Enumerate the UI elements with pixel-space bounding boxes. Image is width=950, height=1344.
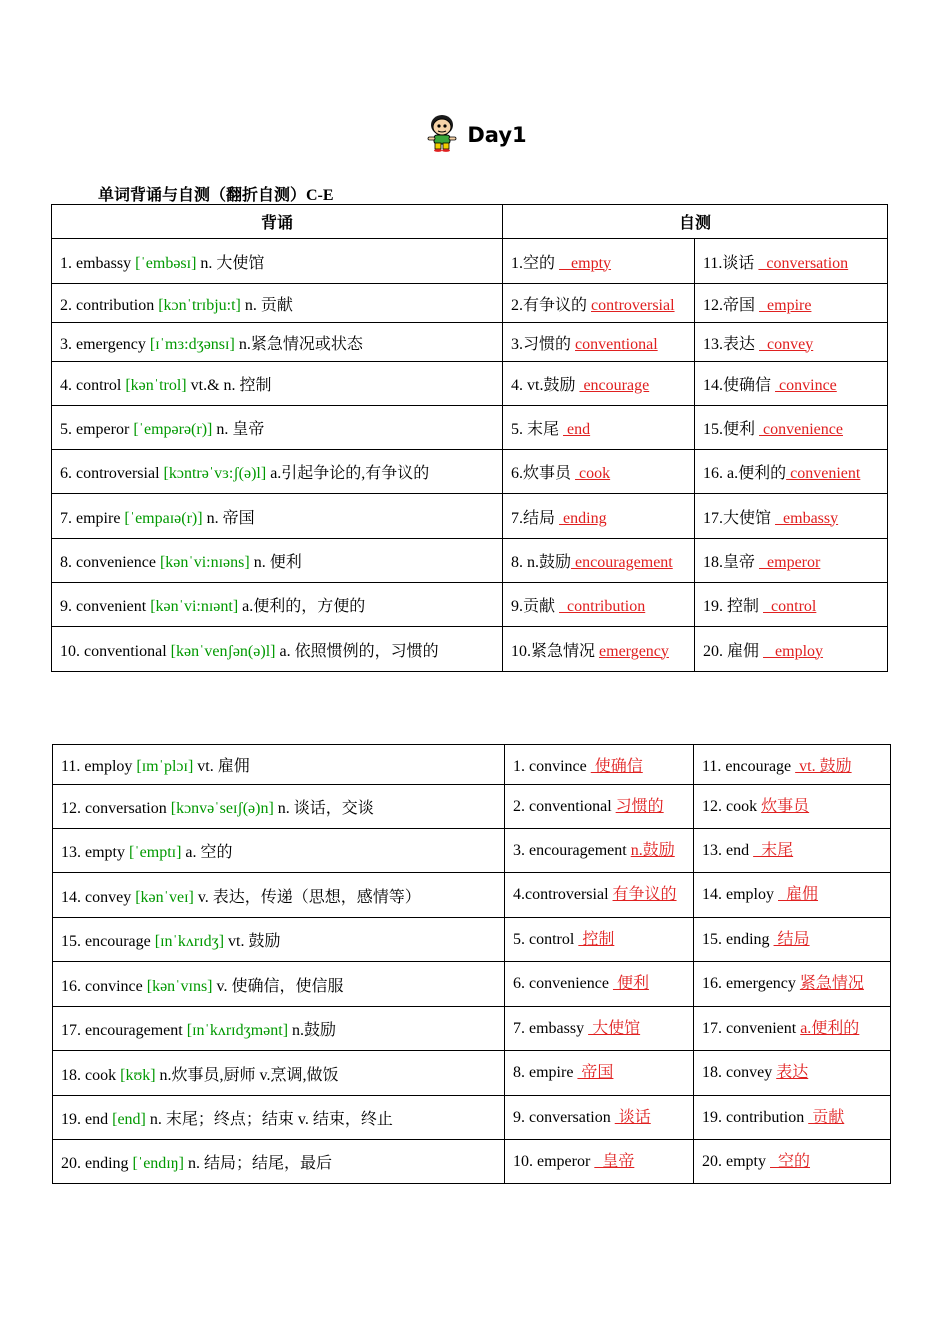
word: 14. convey xyxy=(61,888,132,906)
prompt: 1. convince xyxy=(513,758,591,775)
meaning: v. 表达，传递（思想，感情等） xyxy=(197,888,421,906)
meaning: n.炊事员,厨师 v.烹调,做饭 xyxy=(159,1066,339,1084)
prompt: 15. ending xyxy=(702,931,774,948)
phonetic: [ˈemptɪ] xyxy=(129,844,182,861)
selftest-cell xyxy=(695,583,888,627)
prompt: 9.贡献 xyxy=(511,598,560,615)
prompt: 2. conventional xyxy=(513,798,616,815)
answer: conversation xyxy=(758,254,849,272)
word: 12. conversation xyxy=(61,800,167,817)
selftest-cell xyxy=(503,362,695,406)
prompt: 8. empire xyxy=(513,1064,578,1081)
answer: emergency xyxy=(599,642,669,660)
answer: 雇佣 xyxy=(778,886,819,903)
word-entry xyxy=(52,239,503,284)
prompt: 3.习惯的 xyxy=(511,335,576,353)
prompt: 12.帝国 xyxy=(703,296,760,314)
answer: empire xyxy=(759,296,812,314)
answer: 贡献 xyxy=(808,1109,845,1126)
answer: conventional xyxy=(575,335,658,353)
selftest-cell xyxy=(694,1096,891,1140)
answer: 便利 xyxy=(612,975,649,992)
word-entry xyxy=(52,539,503,583)
word-entry xyxy=(53,785,505,829)
phonetic: [kənˈtrol] xyxy=(125,377,187,394)
selftest-cell xyxy=(695,406,888,450)
answer: encouragement xyxy=(571,554,673,571)
meaning: vt. 雇佣 xyxy=(197,758,250,775)
selftest-cell xyxy=(694,829,891,873)
meaning: n. 便利 xyxy=(253,554,302,571)
prompt: 17.大使馆 xyxy=(703,509,776,527)
selftest-cell xyxy=(505,785,694,829)
phonetic: [ɪˈmɜ:dʒənsɪ] xyxy=(149,335,235,353)
meaning: vt. 鼓励 xyxy=(228,933,281,950)
word-entry xyxy=(52,323,503,362)
answer: embassy xyxy=(775,509,839,527)
phonetic: [ˈendɪŋ] xyxy=(132,1155,184,1172)
selftest-cell xyxy=(503,583,695,627)
selftest-cell xyxy=(695,362,888,406)
phonetic: [ɪnˈkʌrɪdʒmənt] xyxy=(186,1022,289,1039)
prompt: 9. conversation xyxy=(513,1109,615,1126)
word: 1. embassy xyxy=(60,254,132,272)
meaning: n. 贡献 xyxy=(244,296,293,314)
meaning: n. 皇帝 xyxy=(216,421,265,438)
prompt: 16. a.便利的 xyxy=(703,465,787,482)
answer: cook xyxy=(575,465,611,482)
word: 4. control xyxy=(60,377,122,394)
answer: 紧急情况 xyxy=(799,975,864,992)
table-row xyxy=(53,918,891,962)
answer: ending xyxy=(559,509,607,527)
prompt: 18. convey xyxy=(702,1064,777,1081)
prompt: 17. convenient xyxy=(702,1020,801,1037)
answer: 谈话 xyxy=(614,1109,651,1126)
table-row xyxy=(53,1096,891,1140)
meaning: a.便利的，方便的 xyxy=(242,598,366,615)
word-entry xyxy=(53,1140,505,1184)
word-entry xyxy=(53,745,505,785)
selftest-cell xyxy=(694,918,891,962)
prompt: 10.紧急情况 xyxy=(511,642,600,660)
word-entry xyxy=(52,627,503,672)
answer: 末尾 xyxy=(753,842,794,859)
selftest-cell xyxy=(503,627,695,672)
answer: end xyxy=(563,421,591,438)
table-row xyxy=(52,239,888,284)
page-title-row xyxy=(0,112,950,152)
selftest-cell xyxy=(503,450,695,494)
selftest-cell xyxy=(505,962,694,1007)
word: 19. end xyxy=(61,1111,109,1128)
answer: emperor xyxy=(759,554,821,571)
prompt: 6. convenience xyxy=(513,975,613,992)
prompt: 5. 末尾 xyxy=(511,421,564,438)
table-row xyxy=(52,627,888,672)
selftest-cell xyxy=(505,745,694,785)
prompt: 19. contribution xyxy=(702,1109,809,1126)
word-entry xyxy=(52,406,503,450)
phonetic: [kɔntrəˈvɜ:ʃ(ə)l] xyxy=(163,465,267,482)
answer: 结局 xyxy=(773,931,810,948)
table-row xyxy=(53,873,891,918)
prompt: 1.空的 xyxy=(511,254,560,272)
table-row xyxy=(53,962,891,1007)
meaning: a. 空的 xyxy=(185,844,233,861)
table-row xyxy=(53,829,891,873)
selftest-cell xyxy=(505,1051,694,1096)
table-row xyxy=(53,745,891,785)
prompt: 10. emperor xyxy=(513,1153,595,1170)
answer: 表达 xyxy=(776,1064,809,1081)
selftest-cell xyxy=(694,873,891,918)
selftest-cell xyxy=(505,1007,694,1051)
selftest-cell xyxy=(695,323,888,362)
answer: encourage xyxy=(579,377,650,394)
phonetic: [kɔnˈtrɪbju:t] xyxy=(158,296,241,314)
word: 5. emperor xyxy=(60,421,130,438)
phonetic: [end] xyxy=(112,1111,146,1128)
phonetic: [kənˈvi:nɪəns] xyxy=(159,554,250,571)
word-entry xyxy=(53,962,505,1007)
prompt: 6.炊事员 xyxy=(511,465,576,482)
table-row xyxy=(53,1051,891,1096)
word: 3. emergency xyxy=(60,335,146,353)
answer: vt. 鼓励 xyxy=(795,758,852,775)
meaning: n.紧急情况或状态 xyxy=(238,335,363,353)
table-row xyxy=(52,450,888,494)
page-title: Day1 xyxy=(467,123,527,147)
word-entry xyxy=(52,284,503,323)
table-row xyxy=(53,785,891,829)
answer: a.便利的 xyxy=(800,1020,860,1037)
selftest-cell xyxy=(695,239,888,284)
answer: employ xyxy=(763,642,824,660)
selftest-cell xyxy=(505,1096,694,1140)
selftest-cell xyxy=(503,284,695,323)
prompt: 11. encourage xyxy=(702,758,796,775)
prompt: 7.结局 xyxy=(511,509,560,527)
answer: n.鼓励 xyxy=(630,842,675,859)
answer: 大使馆 xyxy=(588,1020,641,1037)
phonetic: [ˈembəsɪ] xyxy=(135,254,197,272)
answer: 习惯的 xyxy=(615,798,664,815)
phonetic: [ɪnˈkʌrɪdʒ] xyxy=(154,933,225,950)
selftest-cell xyxy=(694,785,891,829)
table-row xyxy=(52,362,888,406)
answer: 控制 xyxy=(578,931,615,948)
vocab-table-chinese-to-english xyxy=(51,204,888,672)
phonetic: [ɪmˈplɔɪ] xyxy=(136,758,194,775)
answer: 皇帝 xyxy=(594,1153,635,1170)
prompt: 20. empty xyxy=(702,1153,770,1170)
selftest-cell xyxy=(505,1140,694,1184)
table-row xyxy=(52,406,888,450)
prompt: 13.表达 xyxy=(703,335,760,353)
answer: convey xyxy=(759,335,814,353)
word: 6. controversial xyxy=(60,465,160,482)
meaning: n. 谈话，交谈 xyxy=(277,800,374,817)
answer: 空的 xyxy=(770,1153,811,1170)
phonetic: [kənˈvɪns] xyxy=(146,977,213,995)
answer: empty xyxy=(559,254,612,272)
prompt: 14. employ xyxy=(702,886,778,903)
meaning: n. 末尾；终点；结束 v. 结束，终止 xyxy=(149,1111,393,1128)
selftest-cell xyxy=(695,494,888,539)
phonetic: [kʊk] xyxy=(120,1066,156,1084)
word-entry xyxy=(53,1096,505,1140)
phonetic: [kənˈvenʃən(ə)l] xyxy=(170,642,276,660)
header-recite: 背诵 xyxy=(52,205,503,239)
meaning: n. 大使馆 xyxy=(200,254,265,272)
word-entry xyxy=(52,362,503,406)
word: 15. encourage xyxy=(61,933,151,950)
answer: controversial xyxy=(591,296,675,314)
word: 11. employ xyxy=(61,758,133,775)
subtitle: 单词背诵与自测（翻折自测）C-E xyxy=(98,187,334,204)
prompt: 14.使确信 xyxy=(703,377,776,394)
prompt: 16. emergency xyxy=(702,975,800,992)
selftest-cell xyxy=(503,406,695,450)
prompt: 5. control xyxy=(513,931,579,948)
word-entry xyxy=(53,1051,505,1096)
answer: convince xyxy=(775,377,837,394)
table-header-row xyxy=(52,205,888,239)
prompt: 20. 雇佣 xyxy=(703,642,764,660)
meaning: a. 依照惯例的，习惯的 xyxy=(279,642,439,660)
prompt: 15.便利 xyxy=(703,421,760,438)
selftest-cell xyxy=(694,1140,891,1184)
word: 10. conventional xyxy=(60,642,167,660)
phonetic: [kɔnvəˈseɪʃ(ə)n] xyxy=(170,800,274,817)
answer: contribution xyxy=(559,598,646,615)
selftest-cell xyxy=(503,239,695,284)
selftest-cell xyxy=(695,627,888,672)
prompt: 12. cook xyxy=(702,798,762,815)
word-entry xyxy=(53,873,505,918)
word: 20. ending xyxy=(61,1155,129,1172)
selftest-cell xyxy=(694,745,891,785)
vocab-table-english-to-chinese xyxy=(52,744,891,1184)
answer: 炊事员 xyxy=(761,798,810,815)
cartoon-boy-icon xyxy=(423,112,461,152)
word-entry xyxy=(52,494,503,539)
selftest-cell xyxy=(694,962,891,1007)
prompt: 13. end xyxy=(702,842,754,859)
phonetic: [kənˈvi:nɪənt] xyxy=(150,598,239,615)
prompt: 7. embassy xyxy=(513,1020,589,1037)
word: 18. cook xyxy=(61,1066,117,1084)
prompt: 18.皇帝 xyxy=(703,554,760,571)
answer: convenience xyxy=(759,421,843,438)
phonetic: [kənˈveɪ] xyxy=(135,888,194,906)
word: 7. empire xyxy=(60,509,121,527)
word-entry xyxy=(53,829,505,873)
answer: 帝国 xyxy=(577,1064,614,1081)
selftest-cell xyxy=(505,873,694,918)
phonetic: [ˈempaɪə(r)] xyxy=(124,509,203,527)
selftest-cell xyxy=(503,539,695,583)
word-entry xyxy=(53,1007,505,1051)
table-row xyxy=(53,1007,891,1051)
prompt: 11.谈话 xyxy=(703,254,759,272)
word-entry xyxy=(52,583,503,627)
selftest-cell xyxy=(505,829,694,873)
word: 9. convenient xyxy=(60,598,147,615)
answer: 使确信 xyxy=(590,758,643,775)
prompt: 4.controversial xyxy=(513,886,613,903)
prompt: 2.有争议的 xyxy=(511,296,592,314)
meaning: vt.& n. 控制 xyxy=(190,377,272,394)
table-row xyxy=(52,539,888,583)
meaning: v. 使确信，使信服 xyxy=(216,977,344,995)
meaning: a.引起争论的,有争议的 xyxy=(270,465,430,482)
phonetic: [ˈempərə(r)] xyxy=(133,421,213,438)
word: 8. convenience xyxy=(60,554,156,571)
word: 16. convince xyxy=(61,977,143,995)
meaning: n. 帝国 xyxy=(206,509,255,527)
table-row xyxy=(52,284,888,323)
table-row xyxy=(53,1140,891,1184)
answer: convenient xyxy=(786,465,861,482)
prompt: 19. 控制 xyxy=(703,598,764,615)
word: 17. encouragement xyxy=(61,1022,183,1039)
prompt: 3. encouragement xyxy=(513,842,631,859)
selftest-cell xyxy=(695,539,888,583)
table-row xyxy=(52,494,888,539)
answer: control xyxy=(763,598,817,615)
table-row xyxy=(52,323,888,362)
prompt: 8. n.鼓励 xyxy=(511,554,572,571)
word: 2. contribution xyxy=(60,296,155,314)
word-entry xyxy=(53,918,505,962)
selftest-cell xyxy=(695,284,888,323)
selftest-cell xyxy=(694,1051,891,1096)
header-selftest: 自测 xyxy=(503,205,888,239)
selftest-cell xyxy=(695,450,888,494)
selftest-cell xyxy=(503,323,695,362)
meaning: n.鼓励 xyxy=(292,1022,337,1039)
selftest-cell xyxy=(503,494,695,539)
word-entry xyxy=(52,450,503,494)
selftest-cell xyxy=(694,1007,891,1051)
meaning: n. 结局；结尾，最后 xyxy=(188,1155,333,1172)
prompt: 4. vt.鼓励 xyxy=(511,377,580,394)
selftest-cell xyxy=(505,918,694,962)
word: 13. empty xyxy=(61,844,125,861)
table-row xyxy=(52,583,888,627)
answer: 有争议的 xyxy=(612,886,677,903)
